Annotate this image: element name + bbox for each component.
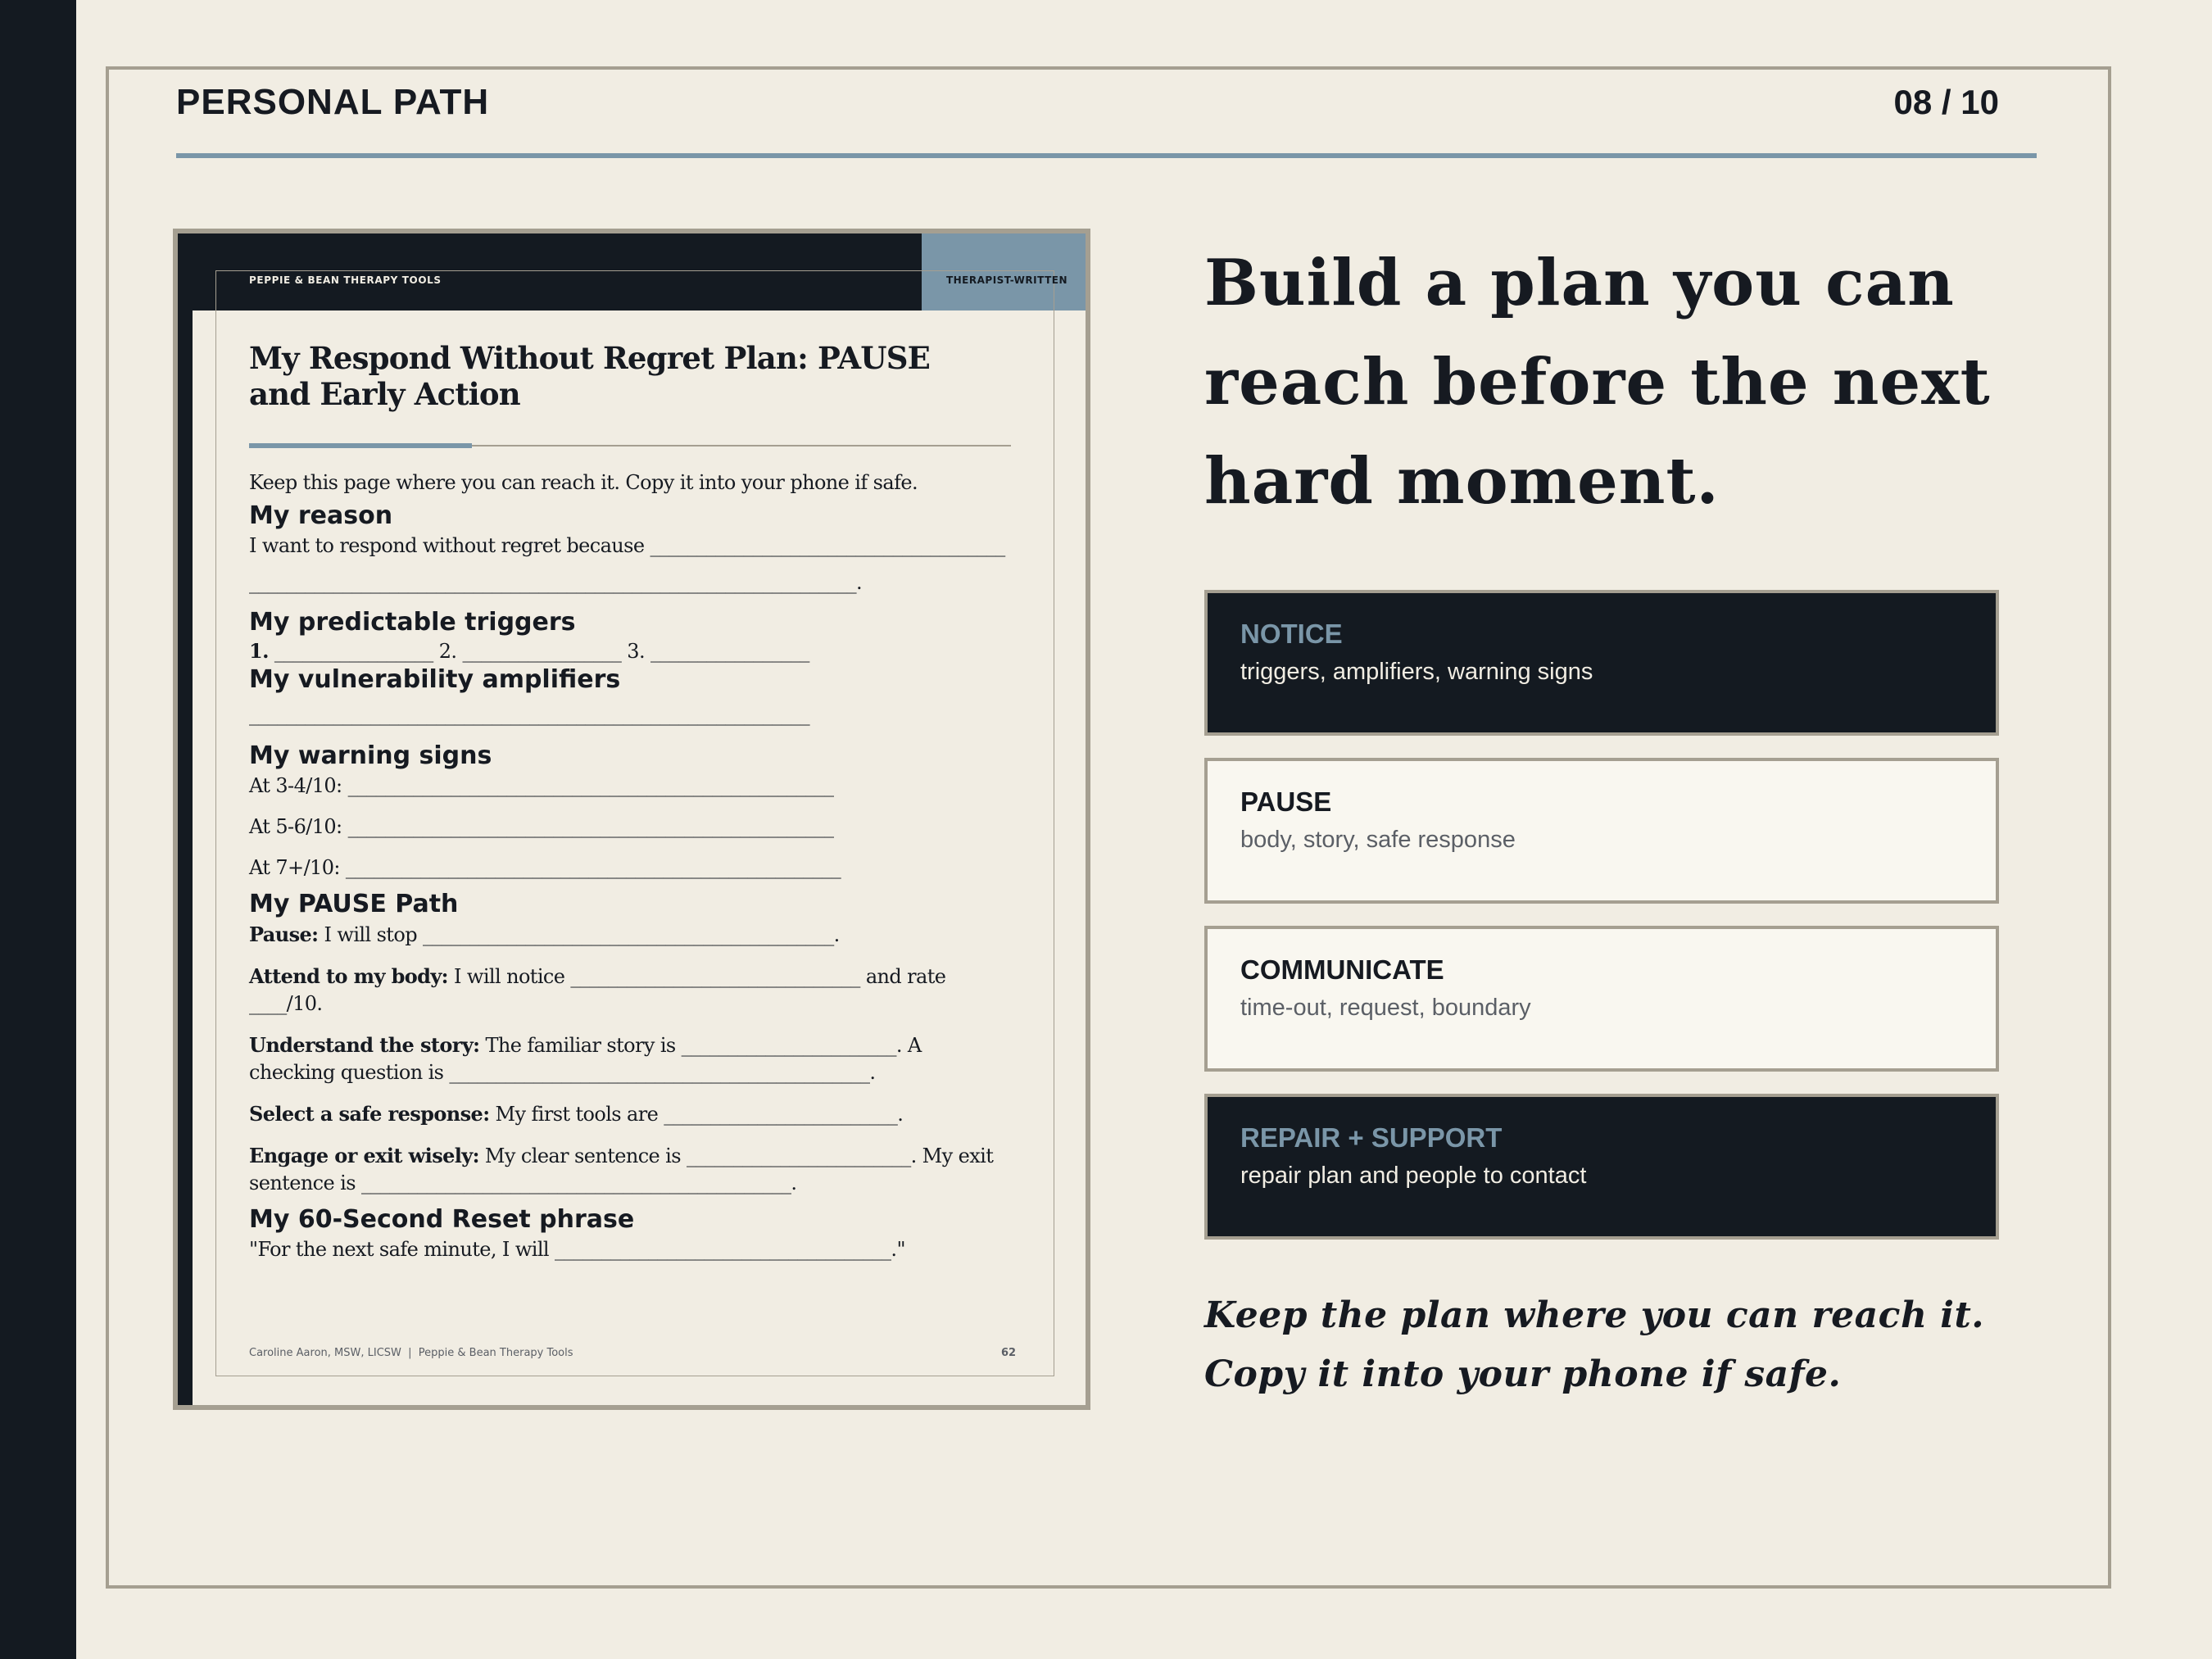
page-counter: 08 / 10 xyxy=(1893,83,1999,121)
step-label: PAUSE xyxy=(1240,786,1332,817)
section-title: PERSONAL PATH xyxy=(176,82,490,122)
warning-heading: My warning signs xyxy=(249,741,492,770)
understand-step-label: Understand the story: xyxy=(249,1033,480,1057)
worksheet-page-number: 62 xyxy=(1001,1347,1017,1359)
worksheet-brand: PEPPIE & BEAN THERAPY TOOLS xyxy=(249,274,442,286)
step-card-communicate xyxy=(1204,926,1999,1072)
pause-heading: My PAUSE Path xyxy=(249,890,459,918)
step-card-repair-support xyxy=(1204,1094,1999,1240)
engage-step-label: Engage or exit wisely: xyxy=(249,1144,479,1167)
reset-heading: My 60-Second Reset phrase xyxy=(249,1205,635,1234)
worksheet-intro: Keep this page where you can reach it. Copy it into your phone if safe. xyxy=(249,471,918,494)
warning-line: At 5-6/10: ____________________________________________________ xyxy=(249,815,834,838)
attend-step-label: Attend to my body: xyxy=(249,964,448,988)
amplifiers-heading: My vulnerability amplifiers xyxy=(249,665,621,694)
step-label: NOTICE xyxy=(1240,619,1343,649)
worksheet-preview xyxy=(173,229,1090,1410)
engage-step-text: My clear sentence is ________________________. My exit sentence is ______________________________________________. xyxy=(249,1145,994,1194)
worksheet-title: My Respond Without Regret Plan: PAUSE and Early Action xyxy=(249,340,931,412)
engage-step xyxy=(249,1142,1011,1197)
step-description: body, story, safe response xyxy=(1240,827,1516,853)
step-label: COMMUNICATE xyxy=(1240,954,1444,985)
worksheet-body xyxy=(249,469,1011,1263)
attend-step-text: I will notice _______________________________ and rate ____/10. xyxy=(249,965,946,1015)
worksheet-badge: THERAPIST-WRITTEN xyxy=(945,274,1067,286)
worksheet-footer: Caroline Aaron, MSW, LICSW | Peppie & Bean Therapy Tools xyxy=(249,1347,573,1359)
header-rule xyxy=(176,153,2037,158)
step-description: repair plan and people to contact xyxy=(1240,1163,1587,1189)
triggers-blanks: _________________ 2. _________________ 3. _________________ xyxy=(268,640,809,663)
step-description: triggers, amplifiers, warning signs xyxy=(1240,659,1593,685)
step-label: REPAIR + SUPPORT xyxy=(1240,1122,1503,1153)
understand-step xyxy=(249,1031,1011,1086)
reset-line: "For the next safe minute, I will ____________________________________." xyxy=(249,1238,905,1261)
worksheet-spine xyxy=(178,233,193,1405)
pause-step xyxy=(249,921,1011,949)
select-step-text: My first tools are _________________________. xyxy=(489,1103,904,1126)
understand-step-text: The familiar story is _______________________. A checking question is _____________________________________________. xyxy=(249,1034,922,1084)
warning-line: At 3-4/10: ____________________________________________________ xyxy=(249,774,834,797)
reason-line: I want to respond without regret because ______________________________________ xyxy=(249,534,1005,557)
reason-line: _________________________________________________________________. xyxy=(249,571,863,594)
amplifiers-line: ____________________________________________________________ xyxy=(249,703,810,726)
select-step-label: Select a safe response: xyxy=(249,1102,490,1126)
trigger-number: 1. xyxy=(249,639,269,663)
left-sidebar-bar xyxy=(0,0,76,1659)
warning-line: At 7+/10: _____________________________________________________ xyxy=(249,856,841,879)
headline: Build a plan you can reach before the next hard moment. xyxy=(1204,246,1991,519)
worksheet-title-accent xyxy=(249,443,472,448)
pause-step-label: Pause: xyxy=(249,922,319,946)
attend-step xyxy=(249,963,1011,1018)
pause-step-text: I will stop ____________________________________________. xyxy=(318,923,840,946)
triggers-line xyxy=(249,639,1011,664)
select-step xyxy=(249,1100,1011,1128)
closing-note: Keep the plan where you can reach it. Copy it into your phone if safe. xyxy=(1204,1294,1985,1395)
triggers-heading: My predictable triggers xyxy=(249,608,576,637)
step-card-pause xyxy=(1204,758,1999,904)
reason-heading: My reason xyxy=(249,501,393,530)
step-card-notice xyxy=(1204,590,1999,736)
step-description: time-out, request, boundary xyxy=(1240,995,1531,1021)
